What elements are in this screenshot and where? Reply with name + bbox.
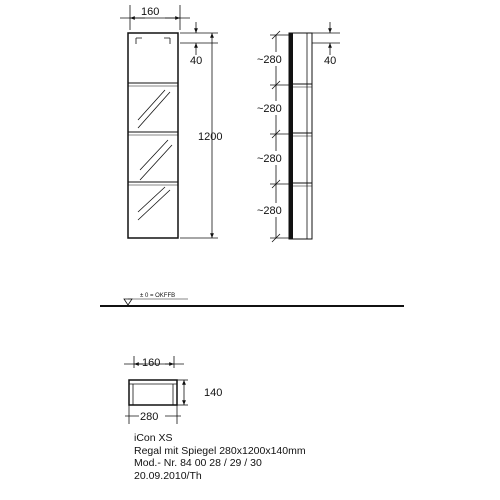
floor-reference — [100, 293, 404, 306]
plan-view — [124, 356, 222, 424]
product-model: Mod.- Nr. 84 00 28 / 29 / 30 — [134, 457, 262, 469]
side-shelves — [293, 84, 312, 186]
front-view — [120, 5, 222, 238]
plan-outer-width-label: 280 — [140, 411, 159, 423]
plan-depth-label: 140 — [204, 387, 223, 399]
plan-inner-width-label: 160 — [142, 357, 161, 369]
front-top-offset-label: 40 — [190, 55, 203, 67]
product-info — [134, 432, 306, 482]
product-description: Regal mit Spiegel 280x1200x140mm — [134, 444, 306, 457]
mirror-hatch — [138, 90, 172, 220]
shelf-spacing-label-3: ~280 — [257, 153, 282, 165]
floor-reference-label: ± 0 = OKFFB — [140, 293, 176, 299]
side-top-offset-label: 40 — [324, 55, 337, 67]
front-height-label: 1200 — [198, 131, 223, 143]
front-width-label: 160 — [141, 6, 160, 18]
product-name: iCon XS — [134, 432, 173, 444]
shelf-spacing-label-1: ~280 — [257, 54, 282, 66]
product-date: 20.09.2010/Th — [134, 469, 202, 482]
front-cabinet-outline — [128, 33, 178, 238]
side-view — [256, 22, 340, 242]
shelf-spacing-label-4: ~280 — [257, 205, 282, 217]
front-shelves — [128, 83, 178, 185]
shelf-spacing-label-2: ~280 — [257, 103, 282, 115]
